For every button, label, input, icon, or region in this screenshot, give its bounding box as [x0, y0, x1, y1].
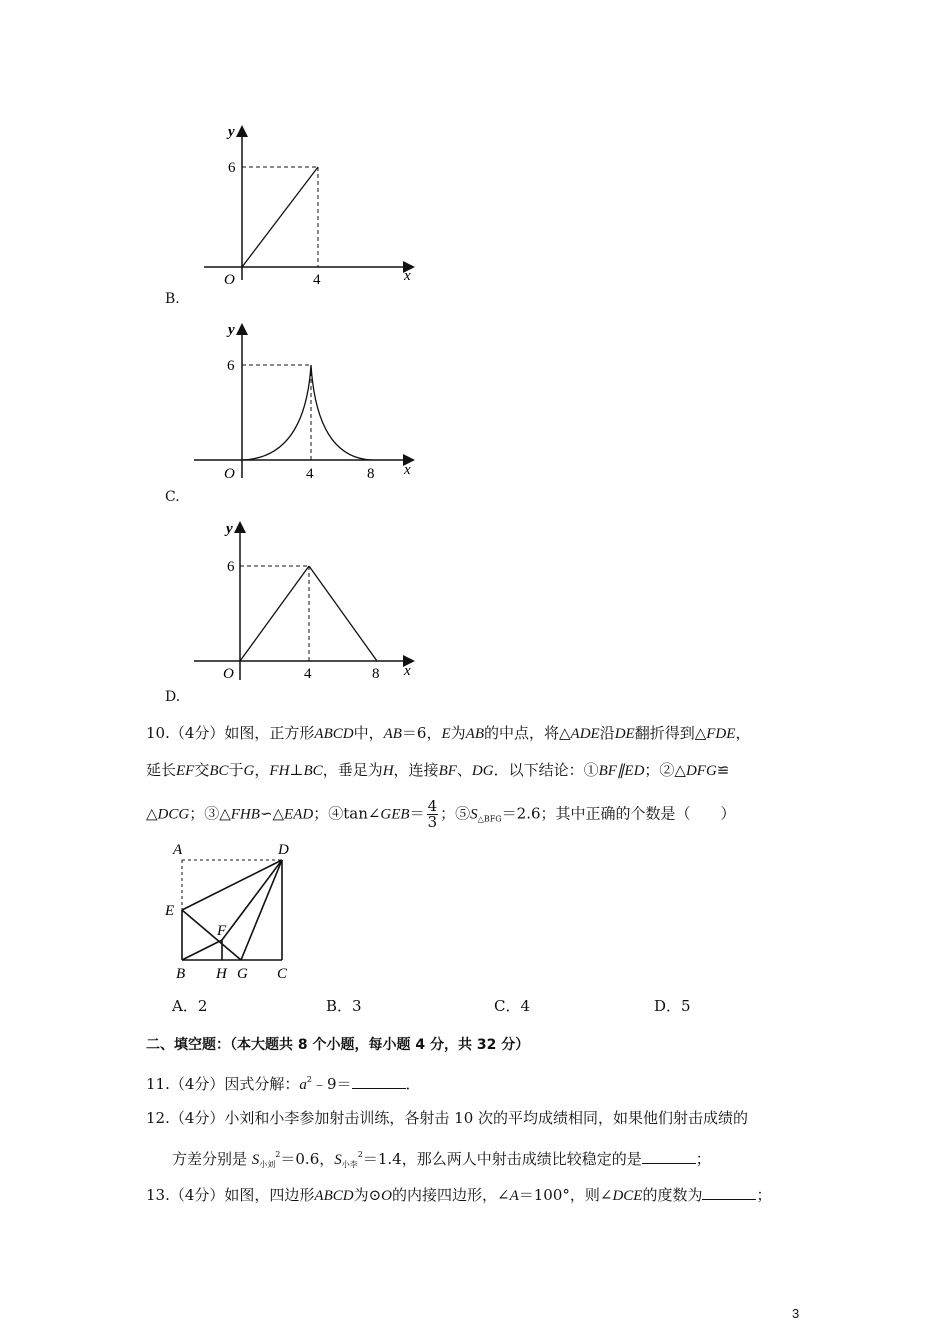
- answer-blank[interactable]: [702, 1184, 756, 1200]
- option-label-c: C.: [165, 489, 180, 505]
- label-b: B: [176, 966, 186, 982]
- label-d: D: [278, 842, 289, 858]
- answer-blank[interactable]: [642, 1148, 696, 1164]
- option-b[interactable]: B．3: [326, 997, 362, 1015]
- option-label-b: B.: [165, 291, 180, 307]
- option-a[interactable]: A．2: [172, 997, 208, 1015]
- square-figure: [160, 838, 310, 983]
- x-tick: 4: [304, 666, 312, 682]
- y-tick: 6: [228, 160, 236, 176]
- x-axis-label: x: [404, 663, 411, 679]
- x-axis-label: x: [404, 462, 411, 478]
- q11: 11.（4分）因式分解：$a^2﹣9=$ ．: [146, 1075, 421, 1093]
- label-e: E: [165, 903, 175, 919]
- graph-b: [190, 120, 430, 285]
- fraction: $\frac{4}{3}$: [427, 797, 438, 831]
- label-c: C: [277, 966, 288, 982]
- q12-line2: 方差分别是 $S_{小刘}^2=0.6$，$S_{小李}^2=1.4$，那么两人中射击成绩比较稳定的是 ；: [172, 1150, 711, 1169]
- q10-line2: 延长EF交BC于G，FH⊥BC，垂足为H，连接BF、DG．以下结论：①BF∥ED；②△DFG≌: [146, 761, 730, 779]
- y-tick: 6: [227, 559, 235, 575]
- origin-label: O: [224, 272, 235, 285]
- q10-line1: 10.（4分）如图，正方形ABCD中，AB＝6，E为AB的中点，将△ADE沿DE翻折得到△FDE，: [146, 724, 751, 742]
- option-c[interactable]: C．4: [494, 997, 531, 1015]
- q12-line1: 12.（4分）小刘和小李参加射击训练，各射击 10 次的平均成绩相同，如果他们射击成绩的: [146, 1109, 749, 1127]
- y-axis-label: y: [228, 124, 235, 140]
- option-label-d: D.: [165, 689, 181, 705]
- label-h: H: [216, 966, 227, 982]
- x-tick: 4: [313, 272, 321, 285]
- x-tick: 8: [367, 466, 375, 482]
- x-tick: 8: [372, 666, 380, 682]
- label-a: A: [173, 842, 183, 858]
- x-tick: 4: [306, 466, 314, 482]
- answer-blank[interactable]: [352, 1073, 406, 1089]
- section-heading: 二、填空题：（本大题共 8 个小题，每小题 4 分，共 32 分）: [146, 1037, 530, 1053]
- option-d[interactable]: D．5: [654, 997, 691, 1015]
- y-axis-label: y: [228, 322, 235, 338]
- graph-c: [190, 318, 430, 483]
- origin-label: O: [223, 666, 234, 682]
- y-tick: 6: [227, 358, 235, 374]
- origin-label: O: [224, 466, 235, 482]
- label-f: F: [217, 923, 227, 939]
- y-axis-label: y: [226, 521, 233, 537]
- graph-d: [190, 518, 430, 683]
- q10-line3: △DCG；③△FHB∽△EAD；④tan∠GEB＝ $\frac{4}{3}$ ；$⑤S_{\triangle BFG}=2.6$；其中正确的个数是（ ）: [146, 797, 736, 831]
- q13: 13.（4分）如图，四边形ABCD为⊙O的内接四边形，∠A＝100°，则∠DCE的度数为 ；: [146, 1186, 772, 1204]
- label-g: G: [237, 966, 248, 982]
- page-number: 3: [792, 1306, 800, 1321]
- x-axis-label: x: [404, 268, 411, 284]
